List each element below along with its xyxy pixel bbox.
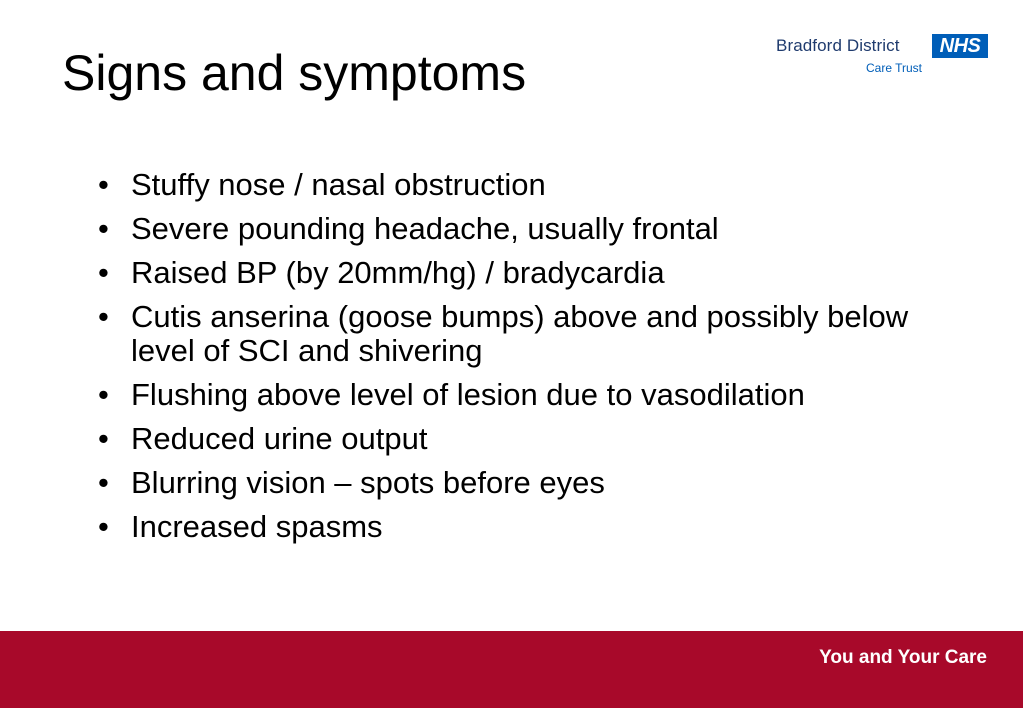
bullet-icon: • (98, 211, 109, 246)
nhs-trust-logo (776, 34, 990, 78)
bullet-icon: • (98, 377, 109, 412)
list-item (98, 378, 978, 412)
bullet-icon: • (98, 465, 109, 500)
list-item (98, 212, 978, 246)
bullet-icon: • (98, 509, 109, 544)
bullet-icon: • (98, 421, 109, 456)
symptom-list (98, 168, 978, 554)
nhs-badge: NHS (932, 34, 988, 58)
list-item (98, 256, 978, 290)
bullet-icon: • (98, 167, 109, 202)
list-item (98, 466, 978, 500)
list-item (98, 168, 978, 202)
list-item-text: Cutis anserina (goose bumps) above and possibly below level of SCI and shivering (131, 299, 909, 368)
list-item-text: Reduced urine output (131, 421, 428, 456)
list-item-text: Stuffy nose / nasal obstruction (131, 167, 546, 202)
list-item (98, 422, 978, 456)
list-item (98, 510, 978, 544)
list-item (98, 300, 978, 368)
slide-title: Signs and symptoms (62, 45, 527, 101)
bullet-icon: • (98, 299, 109, 334)
logo-subtitle: Care Trust (866, 61, 923, 75)
list-item-text: Severe pounding headache, usually frontal (131, 211, 719, 246)
list-item-text: Increased spasms (131, 509, 383, 544)
list-item-text: Raised BP (by 20mm/hg) / bradycardia (131, 255, 665, 290)
list-item-text: Flushing above level of lesion due to vasodilation (131, 377, 805, 412)
logo-trust-name: Bradford District (776, 36, 900, 55)
footer-band (0, 631, 1023, 708)
list-item-text: Blurring vision – spots before eyes (131, 465, 605, 500)
bullet-icon: • (98, 255, 109, 290)
footer-tagline: You and Your Care (819, 647, 987, 668)
